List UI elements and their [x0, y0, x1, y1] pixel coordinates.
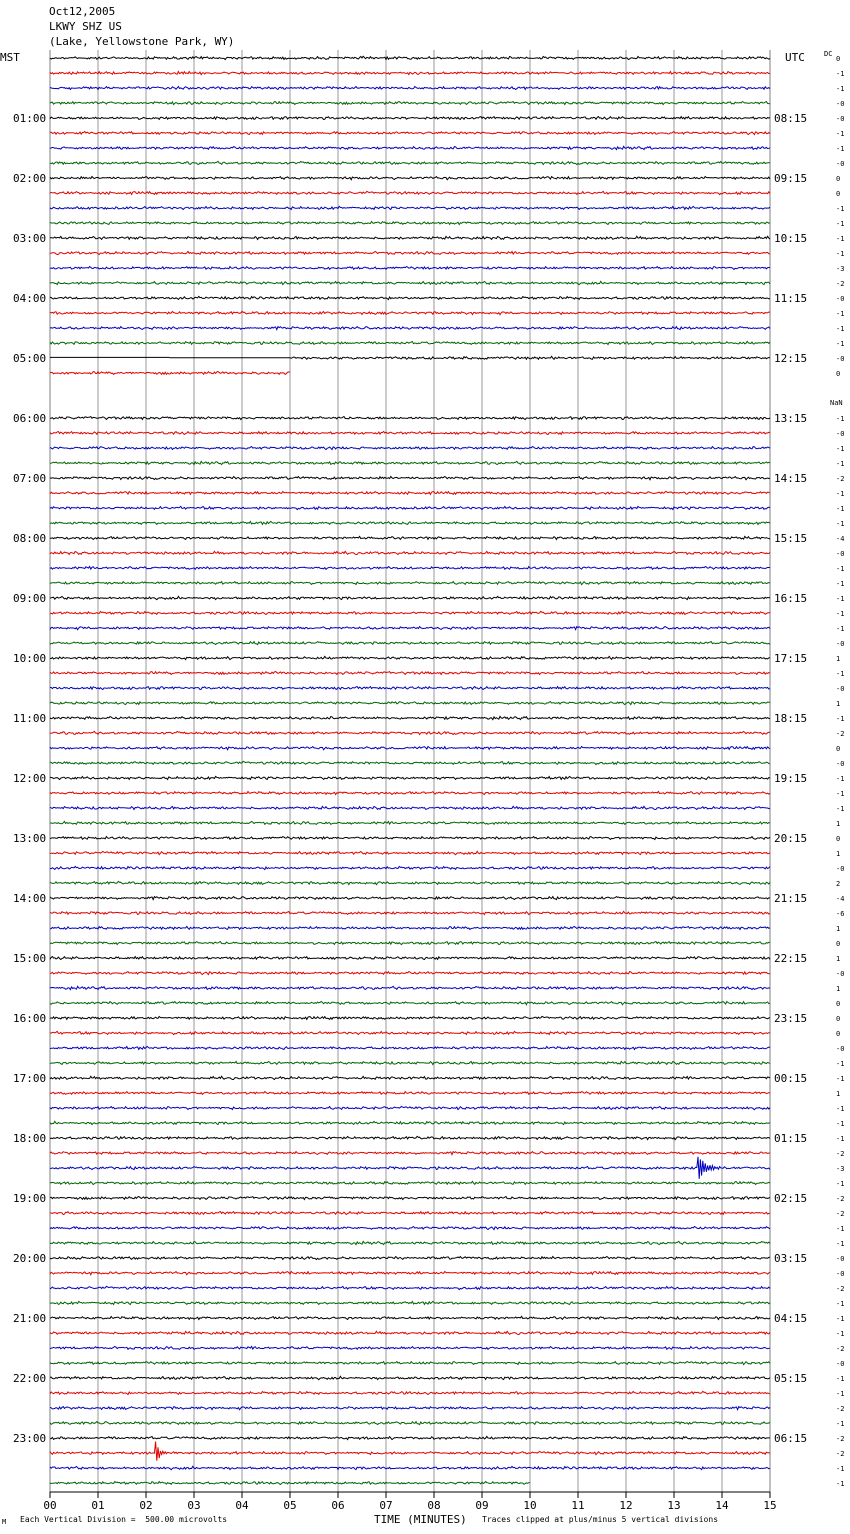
trace-offset-71: -1	[836, 1120, 845, 1128]
right-hour-label-13: 21:15	[774, 892, 808, 905]
trace-39	[50, 642, 770, 645]
seismic-traces	[50, 56, 770, 1484]
trace-offset-64: 0	[836, 1015, 841, 1023]
left-hour-label-10: 11:00	[13, 712, 47, 725]
trace-offset-7: -0	[836, 160, 845, 168]
grid-lines	[50, 50, 770, 1492]
x-tick-label-7: 07	[379, 1499, 393, 1512]
trace-offset-20: -0	[836, 355, 845, 363]
trace-57	[50, 911, 770, 914]
left-hour-label-3: 04:00	[13, 292, 47, 305]
x-tick-label-8: 08	[427, 1499, 441, 1512]
trace-offset-59: 0	[836, 940, 841, 948]
trace-72	[50, 1136, 770, 1139]
right-hour-label-6: 14:15	[774, 472, 808, 485]
trace-offset-4: -0	[836, 115, 845, 123]
left-hour-label-20: 21:00	[13, 1312, 47, 1325]
x-tick-label-9: 09	[475, 1499, 489, 1512]
trace-offset-44: -1	[836, 715, 845, 723]
trace-offset-35: -1	[836, 580, 845, 588]
trace-offset-29: -1	[836, 490, 845, 498]
trace-offset-36: -1	[836, 595, 845, 603]
right-hour-label-18: 02:15	[774, 1192, 808, 1205]
trace-31	[50, 521, 770, 524]
trace-offset-47: -0	[836, 760, 845, 768]
trace-offset-66: -0	[836, 1045, 845, 1053]
scale-text: Each Vertical Division = 500.00 microvolts	[20, 1515, 228, 1524]
trace-offset-2: -1	[836, 85, 845, 93]
trace-offset-49: -1	[836, 790, 845, 798]
trace-80	[50, 1257, 770, 1260]
trace-offset-40: 1	[836, 655, 841, 663]
header-date: Oct12,2005	[49, 5, 116, 18]
trace-91	[50, 1422, 770, 1425]
trace-9	[50, 191, 770, 194]
trace-12	[50, 236, 770, 239]
trace-88	[50, 1376, 770, 1379]
trace-1	[50, 72, 770, 75]
x-tick-label-10: 10	[523, 1499, 537, 1512]
trace-offset-67: -1	[836, 1060, 845, 1068]
right-hour-label-16: 00:15	[774, 1072, 808, 1085]
trace-75	[50, 1181, 770, 1184]
trace-26	[50, 447, 770, 450]
trace-offset-94: -1	[836, 1465, 845, 1473]
x-tick-label-3: 03	[187, 1499, 201, 1512]
left-hour-label-13: 14:00	[13, 892, 47, 905]
trace-offset-21: 0	[836, 370, 841, 378]
right-hour-label-14: 22:15	[774, 952, 808, 965]
trace-87	[50, 1362, 770, 1365]
trace-offset-33: -0	[836, 550, 845, 558]
x-tick-label-4: 04	[235, 1499, 249, 1512]
trace-offset-25: -0	[836, 430, 845, 438]
trace-54	[50, 866, 770, 869]
trace-offset-93: -2	[836, 1450, 845, 1458]
trace-60	[50, 957, 770, 960]
trace-81	[50, 1272, 770, 1275]
trace-71	[50, 1121, 770, 1124]
trace-offset-51: 1	[836, 820, 841, 828]
trace-76	[50, 1197, 770, 1200]
trace-offset-48: -1	[836, 775, 845, 783]
trace-offset-68: -1	[836, 1075, 845, 1083]
trace-offset-73: -2	[836, 1150, 845, 1158]
nan-label: NaN	[830, 399, 843, 407]
x-tick-label-15: 15	[763, 1499, 777, 1512]
trace-19	[50, 341, 770, 344]
trace-24	[50, 417, 770, 420]
trace-89	[50, 1391, 770, 1394]
trace-62	[50, 986, 770, 989]
trace-41	[50, 672, 770, 675]
trace-offset-12: -1	[836, 235, 845, 243]
trace-25	[50, 432, 770, 435]
trace-offset-15: -2	[836, 280, 845, 288]
x-tick-label-14: 14	[715, 1499, 729, 1512]
clip-text: Traces clipped at plus/minus 5 vertical divisions	[482, 1515, 719, 1524]
left-hour-label-9: 10:00	[13, 652, 47, 665]
trace-61	[50, 972, 770, 975]
trace-offset-81: -0	[836, 1270, 845, 1278]
trace-offset-53: 1	[836, 850, 841, 858]
left-timezone-label: MST	[0, 51, 20, 64]
trace-offset-10: -1	[836, 205, 845, 213]
trace-offset-6: -1	[836, 145, 845, 153]
left-hour-label-17: 18:00	[13, 1132, 47, 1145]
trace-78	[50, 1227, 770, 1230]
trace-86	[50, 1347, 770, 1350]
trace-70	[50, 1107, 770, 1110]
right-hour-label-2: 10:15	[774, 232, 808, 245]
trace-16	[50, 296, 770, 299]
trace-offset-75: -1	[836, 1180, 845, 1188]
trace-offset-79: -1	[836, 1240, 845, 1248]
left-hour-label-8: 09:00	[13, 592, 47, 605]
trace-92	[50, 1436, 770, 1439]
right-hour-label-11: 19:15	[774, 772, 808, 785]
right-hour-label-21: 05:15	[774, 1372, 808, 1385]
left-hour-label-12: 13:00	[13, 832, 47, 845]
left-hour-label-19: 20:00	[13, 1252, 47, 1265]
left-hour-label-1: 02:00	[13, 172, 47, 185]
trace-offset-92: -2	[836, 1435, 845, 1443]
left-hour-label-16: 17:00	[13, 1072, 47, 1085]
trace-offset-24: -1	[836, 415, 845, 423]
trace-93	[50, 1442, 770, 1461]
trace-66	[50, 1046, 770, 1049]
trace-56	[50, 897, 770, 900]
trace-83	[50, 1301, 770, 1304]
trace-37	[50, 611, 770, 614]
trace-offset-3: -0	[836, 100, 845, 108]
trace-35	[50, 582, 770, 585]
left-hour-label-18: 19:00	[13, 1192, 47, 1205]
trace-offset-61: -0	[836, 970, 845, 978]
trace-offset-91: -1	[836, 1420, 845, 1428]
trace-20	[50, 356, 770, 359]
right-hour-label-0: 08:15	[774, 112, 808, 125]
right-hour-label-3: 11:15	[774, 292, 808, 305]
trace-offset-72: -1	[836, 1135, 845, 1143]
trace-65	[50, 1031, 770, 1034]
trace-offset-83: -1	[836, 1300, 845, 1308]
trace-43	[50, 702, 770, 705]
right-hour-label-17: 01:15	[774, 1132, 808, 1145]
trace-offset-57: -6	[836, 910, 845, 918]
trace-79	[50, 1241, 770, 1244]
trace-offset-95: -1	[836, 1480, 845, 1488]
trace-30	[50, 506, 770, 509]
header-location: (Lake, Yellowstone Park, WY)	[49, 35, 235, 48]
trace-13	[50, 251, 770, 254]
trace-45	[50, 731, 770, 734]
right-hour-label-9: 17:15	[774, 652, 808, 665]
right-hour-label-4: 12:15	[774, 352, 808, 365]
trace-50	[50, 806, 770, 809]
trace-offset-74: -3	[836, 1165, 845, 1173]
header-station: LKWY SHZ US	[49, 20, 122, 33]
x-tick-label-1: 01	[91, 1499, 105, 1512]
trace-offset-90: -2	[836, 1405, 845, 1413]
trace-7	[50, 161, 770, 164]
trace-90	[50, 1407, 770, 1410]
trace-59	[50, 942, 770, 945]
trace-offset-8: 0	[836, 175, 841, 183]
right-hour-label-8: 16:15	[774, 592, 808, 605]
right-timezone-label: UTC	[785, 51, 805, 64]
trace-85	[50, 1331, 770, 1334]
trace-11	[50, 222, 770, 225]
trace-5	[50, 132, 770, 135]
trace-38	[50, 627, 770, 630]
trace-offset-13: -1	[836, 250, 845, 258]
trace-64	[50, 1016, 770, 1019]
trace-offset-39: -0	[836, 640, 845, 648]
trace-29	[50, 491, 770, 494]
trace-27	[50, 461, 770, 464]
trace-47	[50, 761, 770, 764]
trace-offset-31: -1	[836, 520, 845, 528]
left-hour-label-6: 07:00	[13, 472, 47, 485]
trace-84	[50, 1316, 770, 1319]
trace-offset-1: -1	[836, 70, 845, 78]
trace-offset-88: -1	[836, 1375, 845, 1383]
x-tick-label-2: 02	[139, 1499, 153, 1512]
trace-offset-77: -2	[836, 1210, 845, 1218]
trace-69	[50, 1092, 770, 1095]
trace-82	[50, 1286, 770, 1289]
trace-offset-14: -3	[836, 265, 845, 273]
trace-offset-78: -1	[836, 1225, 845, 1233]
trace-40	[50, 656, 770, 659]
trace-offset-70: -1	[836, 1105, 845, 1113]
right-hour-label-15: 23:15	[774, 1012, 808, 1025]
trace-53	[50, 851, 770, 854]
trace-18	[50, 327, 770, 330]
x-tick-label-5: 05	[283, 1499, 297, 1512]
trace-10	[50, 206, 770, 209]
trace-offset-43: 1	[836, 700, 841, 708]
trace-0	[50, 56, 770, 59]
right-hour-label-22: 06:15	[774, 1432, 808, 1445]
trace-3	[50, 102, 770, 105]
left-hour-label-0: 01:00	[13, 112, 47, 125]
trace-offset-56: -4	[836, 895, 845, 903]
trace-offset-63: 0	[836, 1000, 841, 1008]
trace-offset-55: 2	[836, 880, 841, 888]
right-hour-label-12: 20:15	[774, 832, 808, 845]
trace-73	[50, 1152, 770, 1155]
trace-offset-28: -2	[836, 475, 845, 483]
x-tick-label-0: 00	[43, 1499, 57, 1512]
trace-2	[50, 87, 770, 90]
trace-offset-50: -1	[836, 805, 845, 813]
trace-6	[50, 146, 770, 149]
trace-67	[50, 1061, 770, 1064]
trace-74	[50, 1157, 770, 1179]
trace-offset-82: -2	[836, 1285, 845, 1293]
right-hour-label-1: 09:15	[774, 172, 808, 185]
trace-51	[50, 821, 770, 824]
trace-42	[50, 687, 770, 690]
trace-offset-46: 0	[836, 745, 841, 753]
trace-48	[50, 776, 770, 779]
x-axis-label: TIME (MINUTES)	[374, 1513, 467, 1526]
left-hour-label-5: 06:00	[13, 412, 47, 425]
trace-offset-89: -1	[836, 1390, 845, 1398]
trace-36	[50, 596, 770, 599]
trace-55	[50, 881, 770, 884]
x-tick-label-11: 11	[571, 1499, 585, 1512]
trace-offset-17: -1	[836, 310, 845, 318]
trace-offset-87: -0	[836, 1360, 845, 1368]
trace-offset-45: -2	[836, 730, 845, 738]
x-axis	[43, 1492, 776, 1512]
trace-offset-60: 1	[836, 955, 841, 963]
trace-offset-34: -1	[836, 565, 845, 573]
trace-14	[50, 267, 770, 270]
left-hour-label-22: 23:00	[13, 1432, 47, 1445]
trace-offset-37: -1	[836, 610, 845, 618]
trace-offset-19: -1	[836, 340, 845, 348]
dc-label: DC	[824, 50, 833, 58]
right-hour-label-20: 04:15	[774, 1312, 808, 1325]
trace-77	[50, 1212, 770, 1215]
corner-mark: M	[2, 1518, 7, 1526]
trace-offset-86: -2	[836, 1345, 845, 1353]
left-hour-label-7: 08:00	[13, 532, 47, 545]
trace-33	[50, 551, 770, 554]
x-tick-label-13: 13	[667, 1499, 681, 1512]
x-tick-label-6: 06	[331, 1499, 345, 1512]
trace-68	[50, 1076, 770, 1079]
left-hour-label-14: 15:00	[13, 952, 47, 965]
left-hour-label-4: 05:00	[13, 352, 47, 365]
trace-44	[50, 716, 770, 719]
trace-offset-0: 0	[836, 55, 841, 63]
trace-offset-16: -0	[836, 295, 845, 303]
trace-offset-54: -0	[836, 865, 845, 873]
trace-offset-30: -1	[836, 505, 845, 513]
trace-34	[50, 567, 770, 570]
trace-offset-69: 1	[836, 1090, 841, 1098]
trace-58	[50, 926, 770, 929]
trace-offset-52: 0	[836, 835, 841, 843]
trace-offset-65: 0	[836, 1030, 841, 1038]
left-hour-label-21: 22:00	[13, 1372, 47, 1385]
left-hour-label-15: 16:00	[13, 1012, 47, 1025]
trace-offset-26: -1	[836, 445, 845, 453]
trace-offset-5: -1	[836, 130, 845, 138]
trace-offset-41: -1	[836, 670, 845, 678]
trace-offset-76: -2	[836, 1195, 845, 1203]
trace-52	[50, 837, 770, 840]
x-tick-label-12: 12	[619, 1499, 633, 1512]
trace-49	[50, 791, 770, 794]
trace-offset-62: 1	[836, 985, 841, 993]
trace-15	[50, 281, 770, 284]
trace-offset-18: -1	[836, 325, 845, 333]
trace-offset-32: -4	[836, 535, 845, 543]
right-hour-label-5: 13:15	[774, 412, 808, 425]
trace-28	[50, 477, 770, 480]
trace-offset-27: -1	[836, 460, 845, 468]
right-hour-label-10: 18:15	[774, 712, 808, 725]
trace-8	[50, 177, 770, 180]
right-hour-label-19: 03:15	[774, 1252, 808, 1265]
trace-offset-85: -1	[836, 1330, 845, 1338]
trace-offset-80: -0	[836, 1255, 845, 1263]
trace-32	[50, 536, 770, 539]
trace-offset-11: -1	[836, 220, 845, 228]
left-hour-label-2: 03:00	[13, 232, 47, 245]
trace-63	[50, 1002, 770, 1005]
right-hour-label-7: 15:15	[774, 532, 808, 545]
trace-4	[50, 117, 770, 120]
trace-17	[50, 311, 770, 314]
left-hour-label-11: 12:00	[13, 772, 47, 785]
trace-46	[50, 747, 770, 750]
trace-21	[50, 372, 290, 375]
trace-94	[50, 1466, 770, 1469]
trace-offset-38: -1	[836, 625, 845, 633]
trace-offset-9: 0	[836, 190, 841, 198]
trace-offset-58: 1	[836, 925, 841, 933]
trace-offset-84: -1	[836, 1315, 845, 1323]
trace-offset-42: -0	[836, 685, 845, 693]
